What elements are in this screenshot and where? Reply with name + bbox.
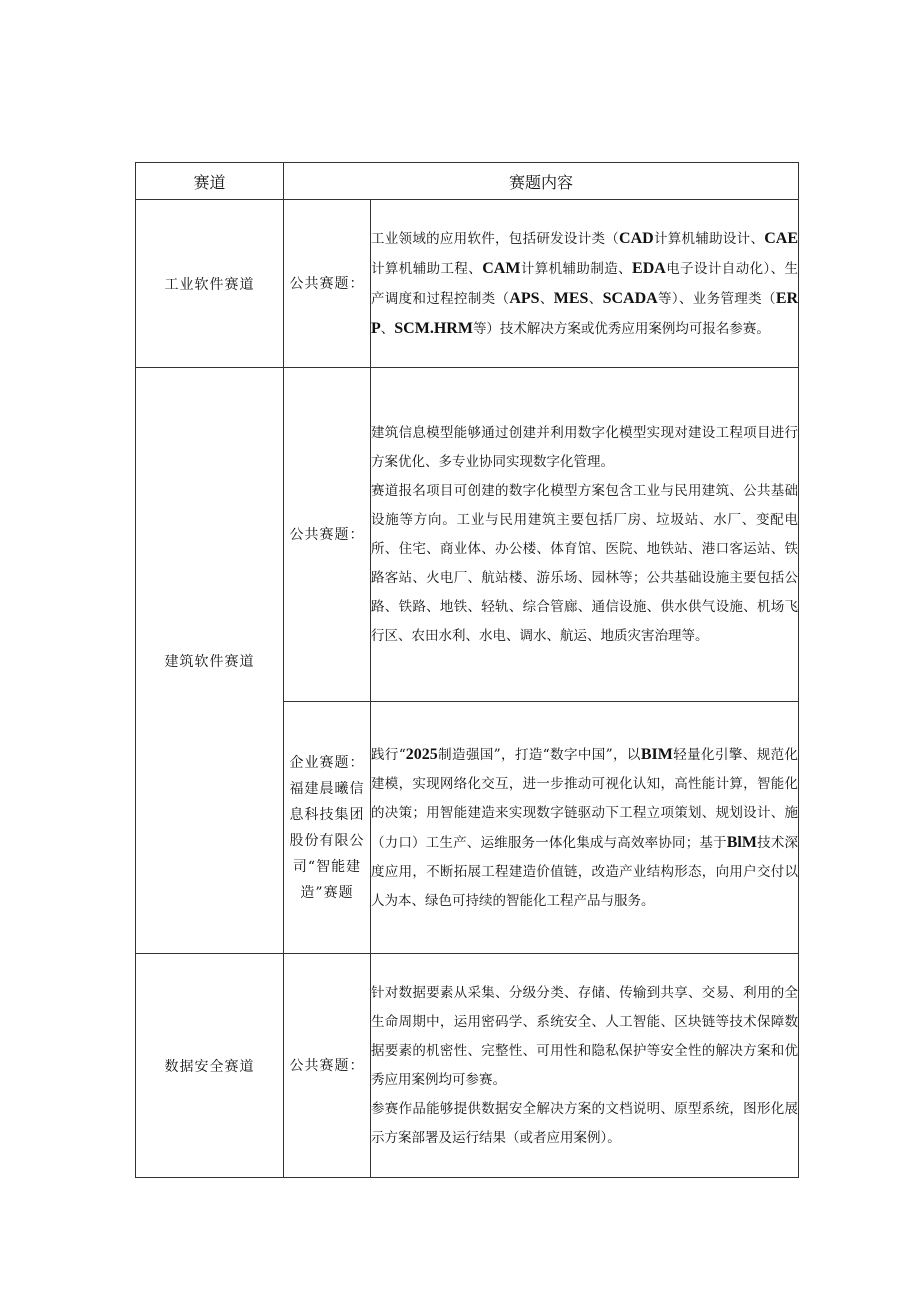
content-cell: [371, 954, 799, 1178]
competition-table: [135, 162, 799, 1178]
content-paragraph: 建筑信息模型能够通过创建并利用数字化模型实现对建设工程项目进行方案优化、多专业协同实现数字化管理。: [371, 424, 799, 470]
table-row: [136, 200, 799, 368]
category-cell: 企业赛题：福建晨曦信息科技集团股份有限公司“智能建造”赛题: [284, 702, 371, 954]
track-cell: 建筑软件赛道: [136, 368, 284, 954]
table-row: [136, 368, 799, 702]
track-cell: 数据安全赛道: [136, 954, 284, 1178]
category-cell: 公共赛题：: [284, 200, 371, 368]
content-paragraph: 践行“2025制造强国”，打造“数字中国”，以BIM轻量化引擎、规范化建模，实现网络化交互，进一步推动可视化认知，高性能计算，智能化的决策；用智能建造来实现数字链驱动下工程立项策划、规划设计、施（力口）工生产、运维服务一体化集成与高效率协同；基于BlM技术深度应用，不断拓展工程建造价值链，改造产业结构形态，向用户交付以人为本、绿色可持续的智能化工程产品与服务。: [371, 745, 799, 909]
content-paragraph: 参赛作品能够提供数据安全解决方案的文档说明、原型系统，图形化展示方案部署及运行结果（或者应用案例）。: [371, 1100, 799, 1146]
content-paragraph: 针对数据要素从采集、分级分类、存储、传输到共享、交易、利用的全生命周期中，运用密码学、系统安全、人工智能、区块链等技术保障数据要素的机密性、完整性、可用性和隐私保护等安全性的解决方案和优秀应用案例均可参赛。: [371, 984, 799, 1088]
content-paragraph: 工业领域的应用软件，包括研发设计类（CAD计算机辅助设计、CAE计算机辅助工程、CAM计算机辅助制造、EDA电子设计自动化）、生产调度和过程控制类（APS、MES、SCADA等）、业务管理类（ERP、SCM.HRM等）技术解决方案或优秀应用案例均可报名参赛。: [371, 229, 799, 337]
category-cell: 公共赛题：: [284, 954, 371, 1178]
header-row: [136, 163, 799, 200]
content-cell: [371, 200, 799, 368]
content-cell: [371, 702, 799, 954]
content-cell: [371, 368, 799, 702]
content-paragraph: 赛道报名项目可创建的数字化模型方案包含工业与民用建筑、公共基础设施等方向。工业与民用建筑主要包括厂房、垃圾站、水厂、变配电所、住宅、商业体、办公楼、体育馆、医院、地铁站、港口客运站、铁路客站、火电厂、航站楼、游乐场、园林等；公共基础设施主要包括公路、铁路、地铁、轻轨、综合管廊、通信设施、供水供气设施、机场飞行区、农田水利、水电、调水、航运、地质灾害治理等。: [371, 482, 799, 644]
header-track: 赛道: [136, 163, 284, 200]
category-cell: 公共赛题：: [284, 368, 371, 702]
table-row: [136, 954, 799, 1178]
track-cell: 工业软件赛道: [136, 200, 284, 368]
header-content: 赛题内容: [284, 163, 799, 200]
